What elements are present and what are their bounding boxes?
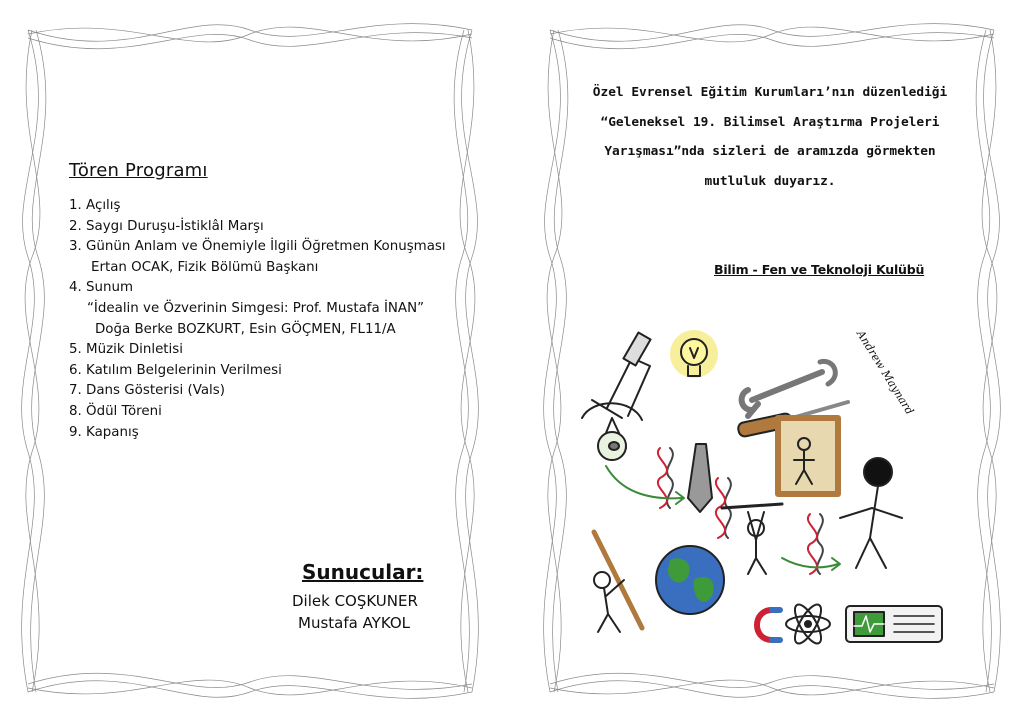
invitation-line: Özel Evrensel Eğitim Kurumları’nın düzenlediği [592,85,948,100]
stick-figure-icon [840,458,902,568]
monitor-icon [846,606,942,642]
invitation-line: “Geleneksel 19. Bilimsel Araştırma Projeleri [600,114,940,130]
program-item: 1. Açılış [69,198,121,213]
program-item-detail: “İdealin ve Özverinin Simgesi: Prof. Mustafa İNAN” [87,300,425,316]
program-item: 5. Müzik Dinletisi [69,342,183,358]
magnet-icon [757,610,780,640]
program-item: 3. Günün Anlam ve Önemiyle İlgili Öğretmen Konuşması [69,239,446,255]
program-list [69,196,469,443]
mirror-icon [778,418,838,494]
program-item: 8. Ödül Töreni [69,403,162,419]
invitation-text [572,78,968,196]
presenters-title: Sunucular: [302,560,424,584]
science-illustration [572,318,972,658]
program-title: Tören Programı [69,160,208,181]
program-item: 2. Saygı Duruşu-İstiklâl Marşı [69,218,264,234]
atom-icon [786,601,830,647]
program-item: 4. Sunum [69,280,134,296]
microscope-icon [582,333,651,448]
program-panel [10,12,490,710]
club-name: Bilim - Fen ve Teknoloji Kulübü [714,262,925,277]
globe-icon [656,546,724,614]
lightbulb-icon [670,330,718,378]
tool-icon [688,444,712,512]
program-item-detail: Doğa Berke BOZKURT, Esin GÖÇMEN, FL11/A [95,321,396,337]
program-item: 7. Dans Gösterisi (Vals) [69,383,225,399]
program-item: 9. Kapanış [69,424,139,440]
program-item: 6. Katılım Belgelerinin Verilmesi [69,362,282,378]
cell-icon [598,432,626,460]
presenter-name: Dilek COŞKUNER [292,592,418,610]
program-item-detail: Ertan OCAK, Fizik Bölümü Başkanı [91,259,319,275]
pulling-figure-icon [594,532,642,632]
invitation-line: Yarışması”nda sizleri de aramızda görmekten [604,144,936,160]
invitation-line: mutluluk duyarız. [704,173,836,189]
invitation-panel [532,12,1012,710]
presenter-name: Mustafa AYKOL [298,614,411,632]
signature: Andrew Maynard [853,328,917,417]
